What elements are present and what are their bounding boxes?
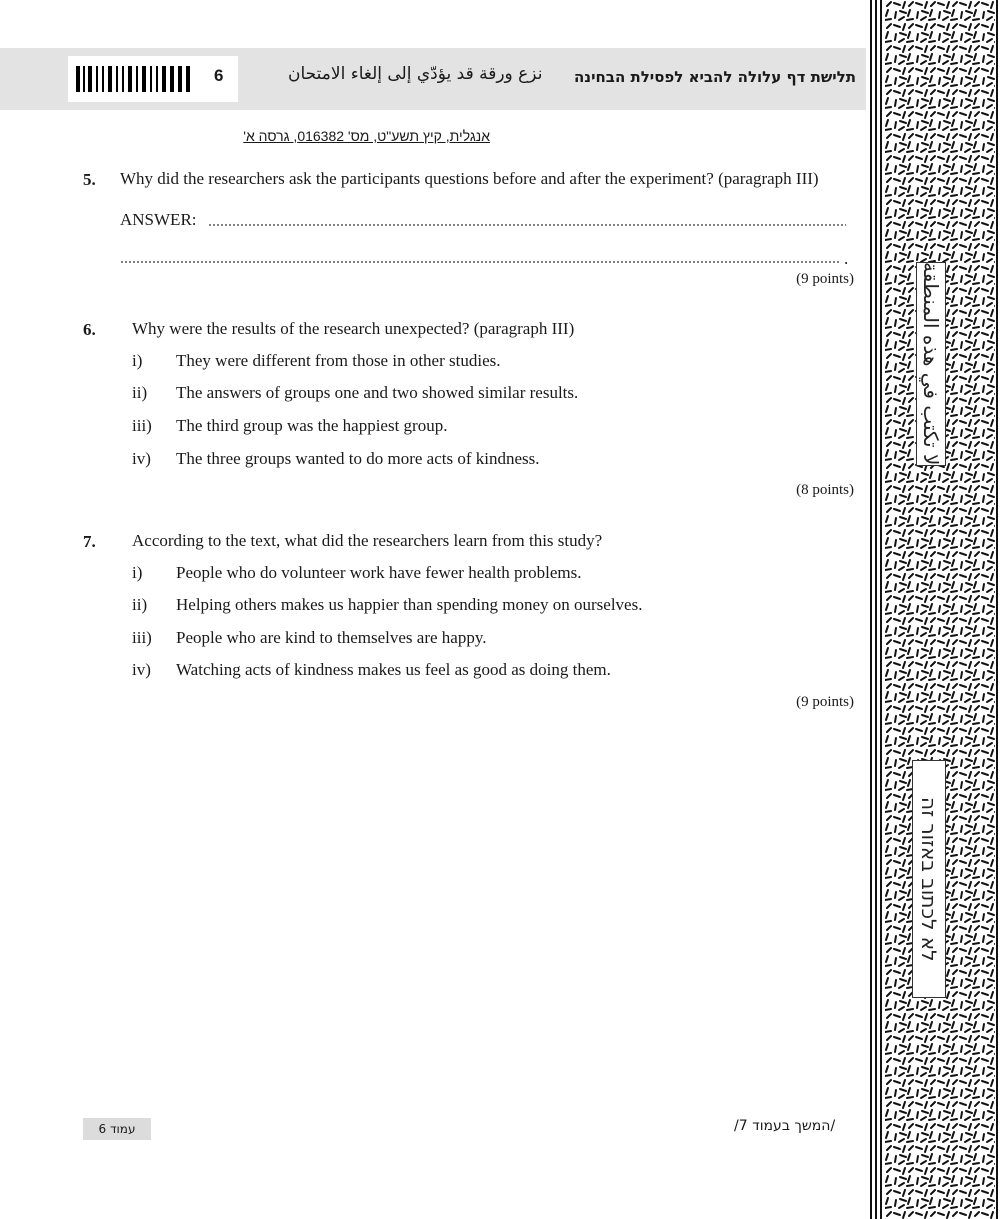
q7-option-text[interactable]: People who do volunteer work have fewer health problems. [176,563,582,582]
header-page-number: 6 [214,66,224,85]
question-7-points: (9 points) [796,694,854,710]
side-margin-pattern [870,0,1000,1219]
answer-line-2[interactable] [120,261,840,263]
question-5-number: 5. [83,170,96,189]
question-6-number: 6. [83,320,96,339]
side-notice-arabic-box [916,262,946,466]
q6-option-label[interactable]: ii) [132,383,148,402]
footer-continued: /המשך בעמוד 7/ [734,1118,836,1134]
warning-hebrew: תלישת דף עלולה להביא לפסילת הבחינה [573,68,856,86]
barcode-box [68,56,238,102]
q7-option-text[interactable]: People who are kind to themselves are happy. [176,628,487,647]
question-7-text: According to the text, what did the researchers learn from this study? [132,531,603,550]
question-6-text: Why were the results of the research unexpected? (paragraph III) [132,319,575,338]
q7-option-text[interactable]: Helping others makes us happier than spending money on ourselves. [176,595,643,614]
q6-option-text[interactable]: The three groups wanted to do more acts of kindness. [176,449,540,468]
answer-line-period: . [844,249,849,268]
side-notice-arabic: لا تكتب في هذه المنطقة [919,262,943,466]
q7-option-label[interactable]: iii) [132,628,152,647]
question-5-points: (9 points) [796,271,854,287]
answer-label: ANSWER: [120,210,197,229]
q7-option-label[interactable]: iv) [132,660,151,679]
q6-option-text[interactable]: They were different from those in other studies. [176,351,501,370]
barcode-icon [76,66,192,92]
q6-option-text[interactable]: The third group was the happiest group. [176,416,448,435]
q6-option-label[interactable]: iii) [132,416,152,435]
q7-option-label[interactable]: i) [132,563,143,582]
q7-option-label[interactable]: ii) [132,595,148,614]
question-7-number: 7. [83,532,96,551]
exam-id: אנגלית, קיץ תשע"ט, מס' 016382, גרסה א' [243,128,490,144]
answer-line-1[interactable] [208,224,846,226]
side-notice-hebrew: לא לכתוב באזור זה [917,796,941,962]
footer-page-label: עמוד 6 [83,1118,151,1140]
q6-option-label[interactable]: iv) [132,449,151,468]
q6-option-text[interactable]: The answers of groups one and two showed similar results. [176,383,579,402]
q6-option-label[interactable]: i) [132,351,143,370]
q7-option-text[interactable]: Watching acts of kindness makes us feel as good as doing them. [176,660,611,679]
side-notice-hebrew-box [912,760,946,998]
question-5-text: Why did the researchers ask the participants questions before and after the experiment? (paragraph III) [120,169,819,188]
warning-arabic: نزع ورقة قد يؤدّي إلى إلغاء الامتحان [288,64,543,84]
question-6-points: (8 points) [796,482,854,498]
